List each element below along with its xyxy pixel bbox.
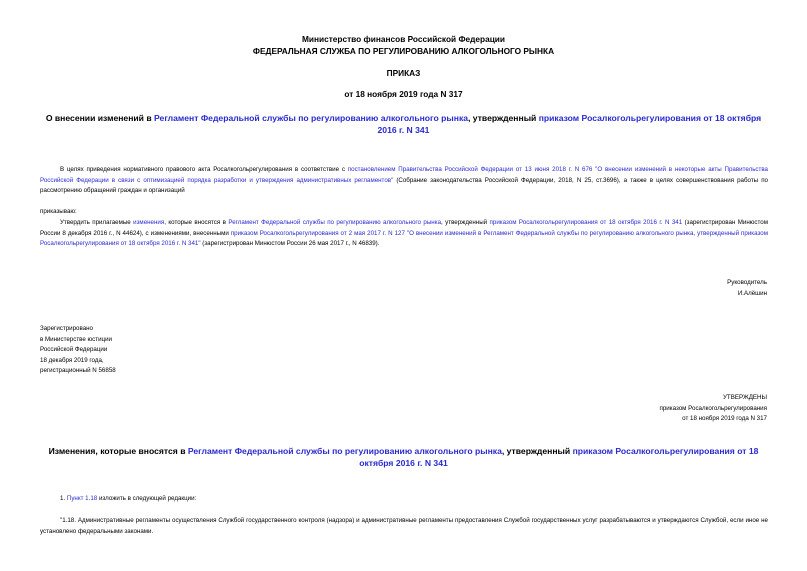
item-1-text-1: 1. [60,495,67,502]
approved-block [660,393,768,425]
signature-name: И.Алёшин [737,289,767,297]
registration-line-3: Российской Федерации [40,346,108,353]
registration-line-4: 18 декабря 2019 года, [40,356,104,364]
changes-title [40,446,767,469]
approve-text-3: , утвержденный [441,219,490,226]
service-heading: ФЕДЕРАЛЬНАЯ СЛУЖБА ПО РЕГУЛИРОВАНИЮ АЛКОГОЛЬНОГО РЫНКА [252,46,555,56]
approved-line-1: УТВЕРЖДЕНЫ [723,394,767,401]
reglament-link-2[interactable]: Регламент Федеральной службы по регулированию алкогольного рынка [228,219,442,226]
reglament-link[interactable]: Регламент Федеральной службы по регулированию алкогольного рынка [154,113,469,123]
changes-title-text-2: , утвержденный [501,446,573,456]
item-1-content: "1.18. Административные регламенты осуществления Службой государственного контроля (надзора) и административные регламенты предоставления Службой государственных услуг разрабатываются и утверждаются Службой, если иное не установлено федеральными законами. [40,517,768,535]
registration-line-2: в Министерстве юстиции [40,335,113,343]
doc-date-heading: от 18 ноября 2019 года N 317 [344,89,463,99]
approve-text-2: , которые вносятся в [164,219,229,226]
order-word: приказываю: [40,208,77,215]
order-341-link[interactable]: приказом Росалкогольрегулирования от 18 октября 2016 г. N 341 [377,113,762,135]
approved-line-2: приказом Росалкогольрегулирования [659,404,767,412]
order-127-link[interactable]: приказом Росалкогольрегулирования от 2 мая 2017 г. N 127 "О внесении изменений в Регламент Федеральной службы по регулированию алкогольного рынка, утвержденный приказом Росалкогольрегулирования от 18 октября 2016 г. N 341" [40,229,768,247]
approve-text-5: (зарегистрирован Минюстом России 26 мая 2017 г., N 46839). [200,240,380,247]
changes-title-text-1: Изменения, которые вносятся в [48,446,188,456]
registration-line-5: регистрационный N 56858 [40,367,116,374]
approve-paragraph [40,218,768,250]
ministry-heading: Министерство финансов Российской Федерации [301,34,506,44]
item-1 [40,494,768,505]
order-title [40,113,767,136]
approved-line-3: от 18 ноября 2019 года N 317 [682,415,767,422]
intro-text-1: В целях приведения нормативного правового акта Росалкогольрегулирования в соответствие с [60,166,348,173]
title-text-2: , утвержденный [468,113,539,123]
registration-block [40,324,116,377]
changes-link[interactable]: изменения [133,219,165,226]
approve-text-1: Утвердить прилагаемые [60,219,134,226]
registration-line-1: Зарегистрировано [40,325,93,332]
signature-block [727,278,767,299]
title-text-1: О внесении изменений в [45,113,155,123]
changes-order-341-link[interactable]: приказом Росалкогольрегулирования от 18 октября 2016 г. N 341 [359,446,759,468]
approve-text-4: (зарегистрирован Минюстом России 8 декабря 2016 г., N 44624), с изменениями, внесенными [40,219,768,237]
intro-text-2: (Собрание законодательства Российской Федерации, 2018, N 25, ст.3696), а также в целях совершенствования работы по рассмотрению обращений граждан и организаций [40,176,768,194]
point-1-18-link[interactable]: Пункт 1.18 [66,495,98,502]
government-decree-link[interactable]: постановлением Правительства Российской Федерации от 13 июня 2018 г. N 676 "О внесении изменений в некоторые акты Правительства Российской Федерации в связи с оптимизацией порядка разработки и утверждения административных регламентов" [40,166,769,184]
item-1-text-2: изложить в следующей редакции: [97,495,197,502]
doc-type-heading: ПРИКАЗ [386,68,421,78]
intro-paragraph [40,165,768,197]
changes-reglament-link[interactable]: Регламент Федеральной службы по регулированию алкогольного рынка [187,446,502,456]
signature-position: Руководитель [727,279,767,286]
order-341-link-2[interactable]: приказом Росалкогольрегулирования от 18 октября 2016 г. N 341 [489,219,683,226]
